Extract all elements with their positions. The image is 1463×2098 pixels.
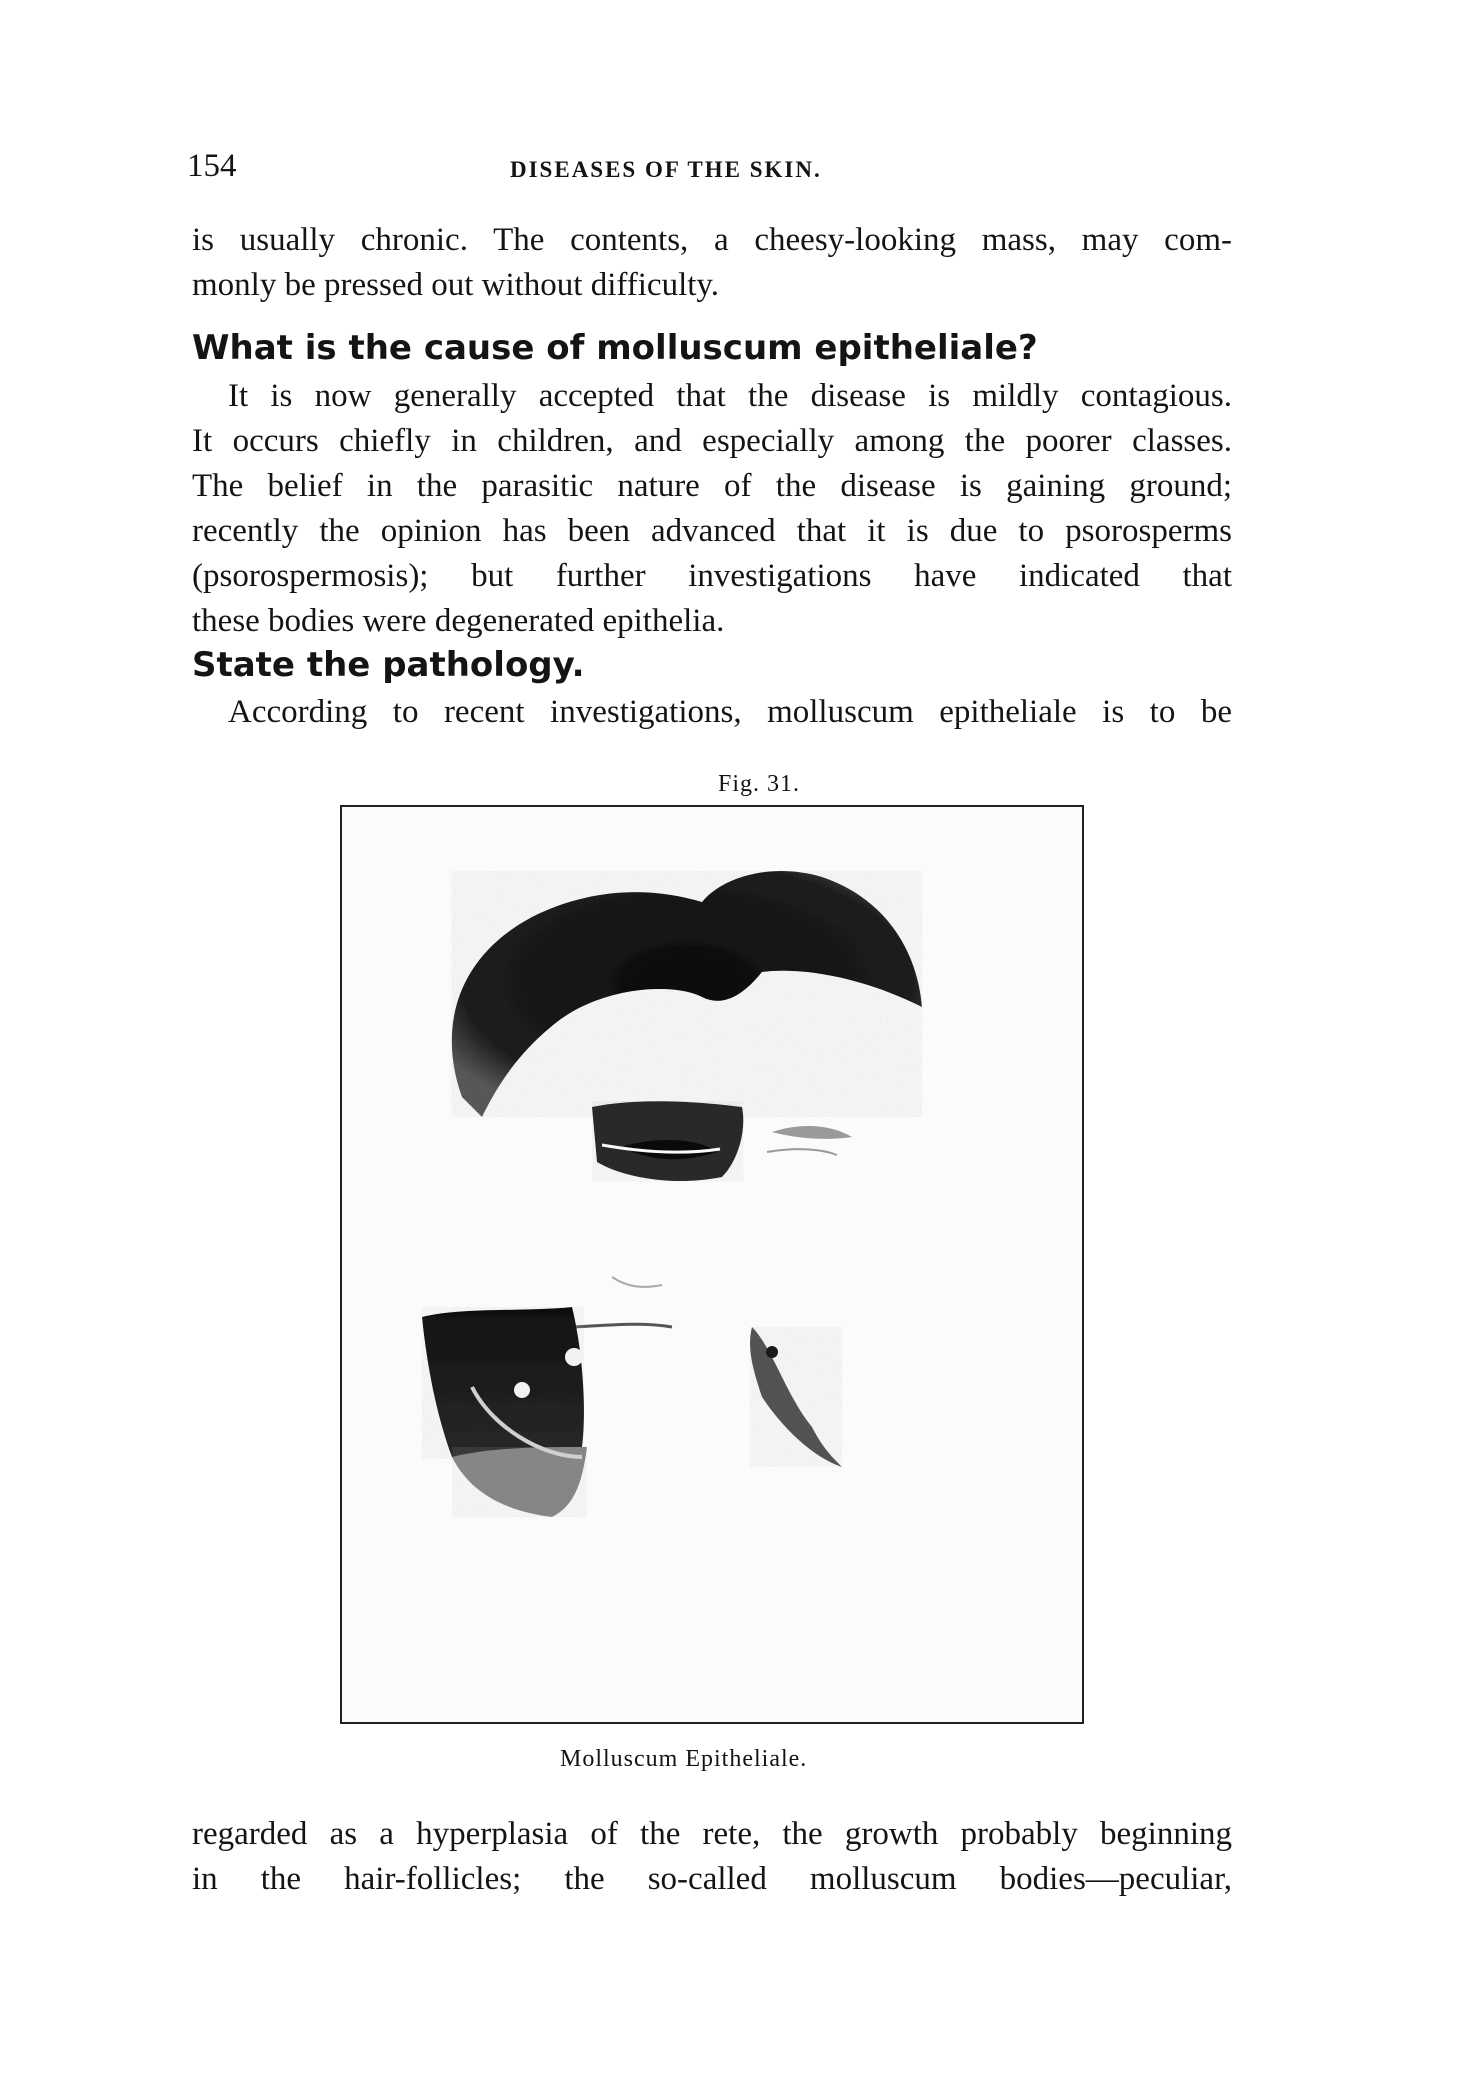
portrait-illustration (342, 807, 1082, 1722)
running-head: DISEASES OF THE SKIN. (510, 157, 822, 182)
lesion-spot (565, 1348, 583, 1366)
lesion-spot (766, 1346, 778, 1358)
text-line: According to recent investigations, molluscum epitheliale is to be (228, 694, 1232, 730)
intro-paragraph (192, 218, 1232, 308)
figure-caption: Molluscum Epitheliale. (560, 1746, 808, 1772)
lesion-spot (514, 1382, 530, 1398)
text-line: It is now generally accepted that the disease is mildly contagious. (228, 378, 1232, 414)
collar-dark (422, 1307, 584, 1459)
text-line: in the hair-follicles; the so-called molluscum bodies—peculiar, (192, 1861, 1232, 1897)
text-line: regarded as a hyperplasia of the rete, the growth probably beginning (192, 1816, 1232, 1852)
text-line: (psorospermosis); but further investigations have indicated that (192, 558, 1232, 594)
figure-photo (340, 805, 1084, 1724)
question-cause: What is the cause of molluscum epitheliale? (192, 328, 1038, 368)
text-line: recently the opinion has been advanced that it is due to psorosperms (192, 513, 1232, 549)
cause-paragraph (192, 374, 1232, 644)
continuation-paragraph (192, 1812, 1232, 1902)
pathology-paragraph (192, 690, 1232, 735)
page-number: 154 (187, 148, 237, 184)
text-line: monly be pressed out without difficulty. (192, 267, 720, 303)
question-pathology: State the pathology. (192, 645, 585, 685)
figure-label: Fig. 31. (718, 771, 801, 797)
text-line: It occurs chiefly in children, and especially among the poorer classes. (192, 423, 1232, 459)
text-line: is usually chronic. The contents, a cheesy-looking mass, may com- (192, 222, 1232, 258)
text-line: these bodies were degenerated epithelia. (192, 603, 725, 639)
text-line: The belief in the parasitic nature of the disease is gaining ground; (192, 468, 1232, 504)
